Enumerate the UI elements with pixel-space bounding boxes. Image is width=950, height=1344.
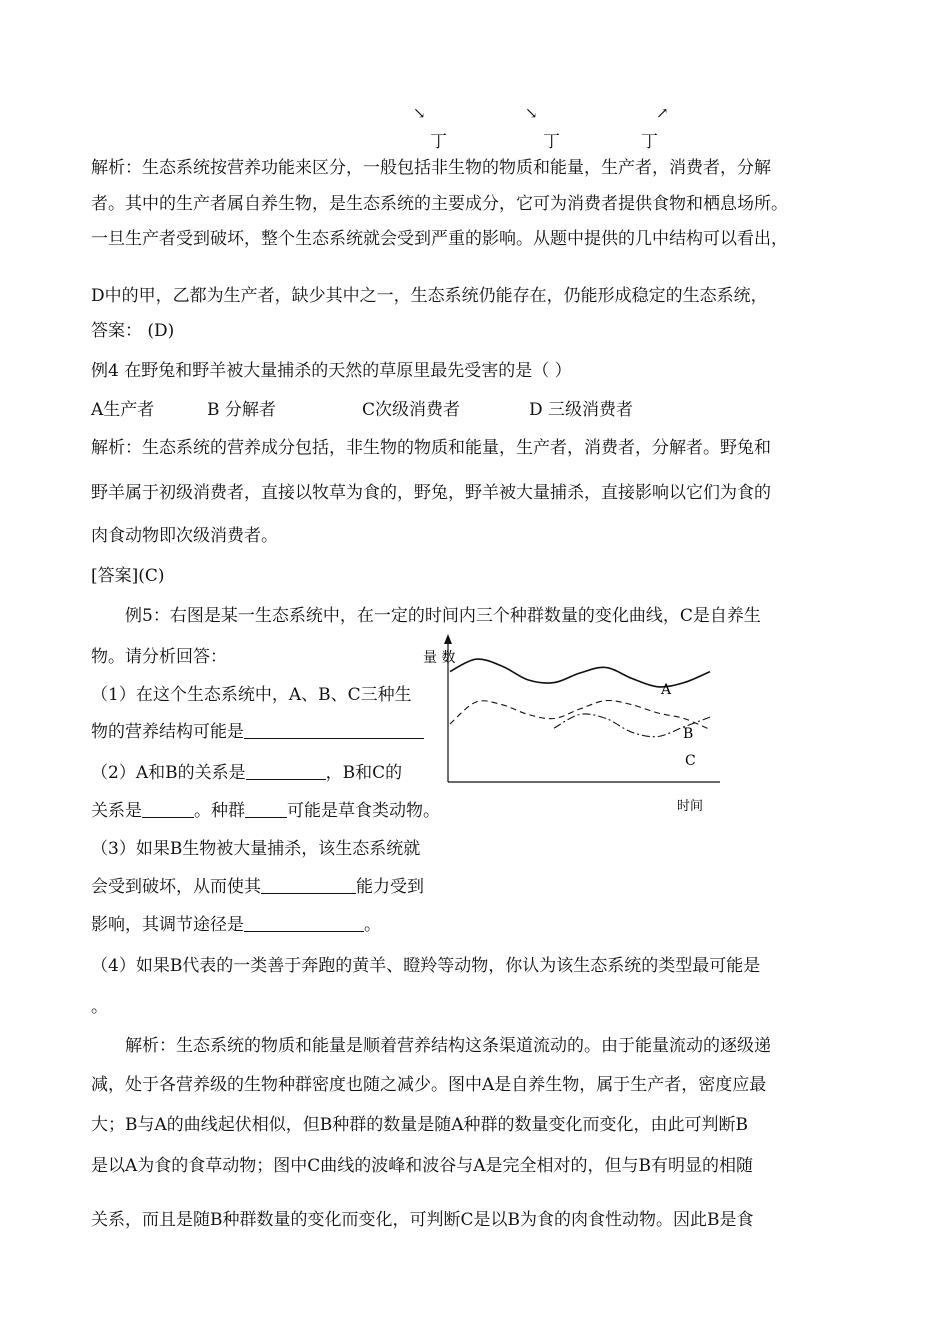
ex5-analysis-line: 是以A为食的食草动物；图中C曲线的波峰和波谷与A是完全相对的，但与B有明显的相随 (91, 1156, 754, 1176)
ex5-q3-line (91, 876, 424, 898)
ex5-q1-line: （1）在这个生态系统中，A、B、C三种生 (91, 685, 412, 705)
ex5-analysis-line: 减，处于各营养级的生物种群密度也随之减少。图中A是自养生物，属于生产者，密度应最 (91, 1075, 767, 1095)
ex5-analysis-line: 大；B与A的曲线起伏相似，但B种群的数量是随A种群的数量变化而变化，由此可判断B (91, 1115, 749, 1135)
ex5-q4-end: 。 (91, 997, 108, 1017)
answer-blank-4[interactable] (245, 801, 287, 818)
arrow-label-3: 丁 (641, 132, 658, 152)
series-b-curve (450, 700, 710, 729)
ex4-option-a: A生产者 (91, 400, 155, 420)
ex4-analysis-line: 肉食动物即次级消费者。 (91, 526, 278, 546)
series-label-a: A (661, 682, 672, 698)
ex5-q2-line (91, 762, 402, 784)
ex5-q3-text: 影响，其调节途径是 (91, 915, 244, 935)
answer-blank-5[interactable] (261, 877, 356, 894)
y-axis-arrow-icon (444, 634, 452, 644)
ex5-q2-text: ，B和C的 (325, 763, 403, 783)
ex5-intro: 物。请分析回答： (91, 647, 227, 667)
ex5-q4-line: （4）如果B代表的一类善于奔跑的黄羊、瞪羚等动物，你认为该生态系统的类型最可能是 (91, 956, 761, 976)
arrow-label-2: 丁 (543, 132, 560, 152)
answer-blank-2[interactable] (246, 763, 326, 780)
series-label-b: B (683, 726, 694, 742)
ex4-option-d: D 三级消费者 (529, 400, 634, 420)
x-axis-label: 时间 (677, 799, 704, 814)
ex4-answer: [答案](C) (91, 566, 165, 586)
series-label-c: C (685, 753, 696, 769)
ex5-q2-text: 。种群 (194, 801, 245, 821)
ex5-analysis-line: 解析：生态系统的物质和能量是顺着营养结构这条渠道流动的。由于能量流动的逐级递 (125, 1036, 771, 1056)
answer-blank-6[interactable] (244, 915, 364, 932)
ex5-q3-text: 会受到破坏，从而使其 (91, 877, 261, 897)
ex3-analysis-line: 者。其中的生产者属自养生物，是生态系统的主要成分，它可为消费者提供食物和栖息场所。 (91, 194, 788, 214)
ex5-intro: 例5：右图是某一生态系统中，在一定的时间内三个种群数量的变化曲线，C是自养生 (125, 606, 761, 626)
ex5-q2-text: 可能是草食类动物。 (287, 801, 440, 821)
arrow-3-icon: ↗ (656, 104, 669, 122)
ex5-q2-text: （2）A和B的关系是 (91, 763, 246, 783)
ex4-analysis-line: 野羊属于初级消费者，直接以牧草为食的，野兔，野羊被大量捕杀，直接影响以它们为食的 (91, 483, 771, 503)
ex4-option-c: C次级消费者 (362, 400, 461, 420)
ex5-q3-line: （3）如果B生物被大量捕杀，该生态系统就 (91, 839, 421, 859)
ex3-analysis-line: D中的甲，乙都为生产者，缺少其中之一，生态系统仍能存在，仍能形成稳定的生态系统， (91, 286, 768, 306)
ex5-q2-text: 关系是 (91, 801, 142, 821)
ex4-option-b: B 分解者 (207, 400, 276, 420)
answer-blank-3[interactable] (142, 801, 194, 818)
ex3-analysis-line: 一旦生产者受到破坏，整个生态系统就会受到严重的影响。从题中提供的几中结构可以看出， (91, 229, 788, 249)
arrow-label-1: 丁 (430, 132, 447, 152)
arrow-1-icon: ↘ (413, 104, 426, 122)
population-chart (415, 632, 745, 817)
arrow-2-icon: ↘ (525, 104, 538, 122)
ex3-analysis-line: 解析：生态系统按营养功能来区分，一般包括非生物的物质和能量，生产者，消费者，分解 (91, 158, 771, 178)
ex5-q1-line (91, 721, 424, 743)
y-axis-label: 量 数 (423, 650, 456, 666)
answer-blank-1[interactable] (244, 722, 424, 739)
ex5-q3-text: 能力受到 (356, 877, 424, 897)
ex4-options (91, 399, 633, 421)
ex4-analysis-line: 解析：生态系统的营养成分包括，非生物的物质和能量，生产者，消费者，分解者。野兔和 (91, 438, 771, 458)
ex5-q2-line (91, 800, 440, 822)
ex5-q1-text: 物的营养结构可能是 (91, 722, 244, 742)
ex3-answer: 答案： (D) (91, 321, 175, 341)
ex5-q3-text: 。 (364, 915, 381, 935)
ex4-question: 例4 在野兔和野羊被大量捕杀的天然的草原里最先受害的是（ ） (91, 361, 572, 381)
ex5-analysis-line: 关系，而且是随B种群数量的变化而变化，可判断C是以B为食的肉食性动物。因此B是食 (91, 1210, 754, 1230)
ex5-q3-line (91, 914, 381, 936)
